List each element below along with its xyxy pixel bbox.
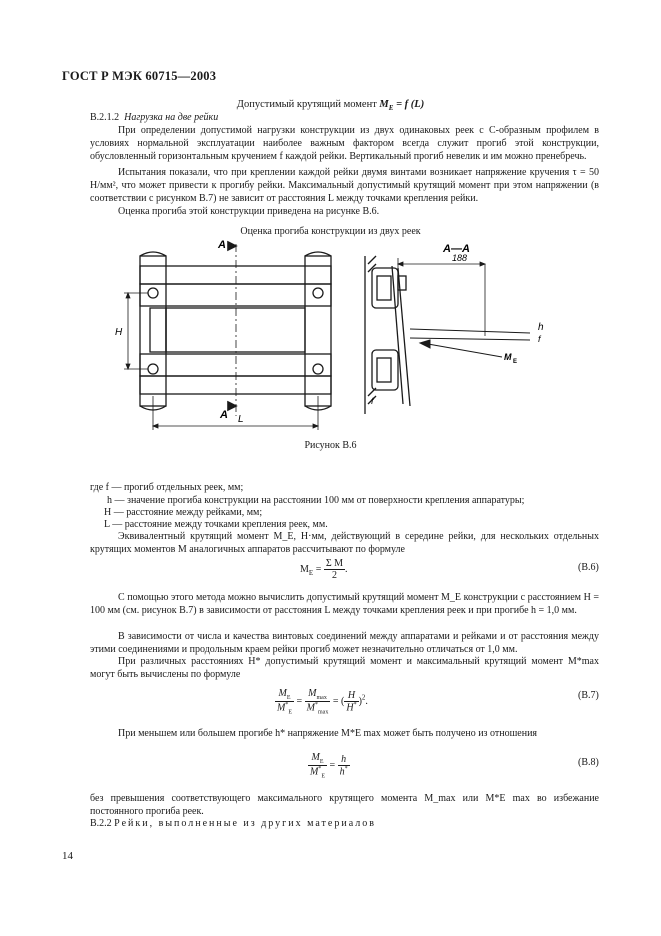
definition-h: h — значение прогиба конструкции на расстоянии 100 мм от поверхности крепления аппаратуры;	[107, 495, 525, 506]
device-body	[166, 308, 305, 352]
standard-header: ГОСТ Р МЭК 60715—2003	[62, 69, 217, 83]
equation-b7: $\frac{M_E}{M^*_E}$ = $\frac{M_{max}}{M^*_{max}}$ = ( $\frac{H}{H^*}$ )$^2$.	[277, 688, 368, 716]
paragraph-3: Оценка прогиба этой конструкции приведена на рисунке В.6.	[118, 206, 380, 217]
label-f: f	[538, 334, 541, 344]
equation-number-b7: (В.7)	[578, 690, 599, 701]
dimension-188: 188	[452, 253, 468, 263]
section-marker-bottom: A	[220, 409, 228, 421]
figure-title: Оценка прогиба конструкции из двух реек	[240, 226, 421, 237]
section-marker-top: A	[218, 239, 226, 251]
lower-horizontal-rail	[140, 354, 331, 376]
equation-b6: $M_E$ = $\frac{\text{Σ M}}{2}$ .	[300, 558, 348, 581]
section-a-a-label: A—A	[443, 243, 470, 255]
left-mounting-rail	[140, 256, 166, 406]
paragraph-1: При определении допустимой нагрузки конструкции из двух одинаковых реек с С-образным профилем в условиях нормальной эксплуатации наиболее важным фактором всегда служит прогиб этой конструкции, обусловленный горизонтальным кручением f каждой рейки. Вертикальный прогиб невелик и им можно пренебречь.	[90, 125, 599, 162]
figure-caption: Рисунок В.6	[304, 440, 357, 451]
label-moment: M	[504, 352, 512, 362]
label-h-small: h	[538, 322, 544, 333]
svg-text:f: f	[371, 396, 374, 406]
paragraph-6: В зависимости от числа и качества винтовых соединений между аппаратами и рейками и от расстояния между этими соединениями и продольным краем рейки прогиб может незначительно отличаться от 1,0 мм.	[90, 631, 599, 655]
page-number: 14	[62, 850, 73, 862]
section-heading: Допустимый крутящий момент $M_E = f$ (L)	[236, 99, 425, 113]
deflected-plate	[398, 268, 410, 406]
paragraph-8: При меньшем или большем прогибе h* напряжение M*E max может быть получено из отношения	[118, 728, 538, 739]
paragraph-4: Эквивалентный крутящий момент M_E, Н·мм, действующий в середине рейки, для нескольких отдельных крутящих моментов M аналогичных аппаратов рассчитывают по формуле	[90, 531, 599, 555]
right-mounting-rail	[305, 256, 331, 406]
upper-horizontal-rail	[140, 266, 331, 284]
lower-rail-profile	[372, 350, 398, 390]
paragraph-9: без превышения соответствующего максимального крутящего момента M_max или M*E max во избежание постоянного прогиба реек.	[90, 793, 599, 817]
equation-number-b8: (В.8)	[578, 757, 599, 768]
dimension-l: L	[238, 414, 244, 425]
equation-number-b6: (В.6)	[578, 562, 599, 573]
paragraph-7: При различных расстояниях H* допустимый крутящий момент и максимальный крутящий момент M*max могут быть вычислены по формуле	[90, 656, 599, 680]
mounting-hole	[148, 288, 158, 298]
paragraph-5: С помощью этого метода можно вычислить допустимый крутящий момент M_E конструкции с расстоянием H = 100 мм (см. рисунок В.7) в зависимости от расстояния L между точками крепления реек и при прогибе h = 1,0 мм.	[90, 592, 599, 616]
equation-b8: $\frac{M_E}{M^*_E}$ = $\frac{h}{h^*}$	[310, 752, 348, 780]
definition-h-upper: H — расстояние между рейками, мм;	[104, 507, 263, 518]
paragraph-2: Испытания показали, что при креплении каждой рейки двумя винтами возникает напряжение кручения τ = 50 Н/мм², что может привести к прогибу рейки. Максимальный допустимый крутящий момент при этом напряжении (в соответствии с рисунком В.7) не зависит от расстояния L между точками крепления рейки.	[90, 167, 599, 204]
svg-text:E: E	[513, 359, 518, 365]
figure-b6-drawing	[110, 236, 580, 436]
subsection-b22: В.2.2 Рейки, выполненные из других материалов	[90, 818, 376, 829]
definition-f: где f — прогиб отдельных реек, мм;	[90, 482, 244, 493]
subsection-b212: В.2.1.2 Нагрузка на две рейки	[90, 112, 219, 123]
definition-l: L — расстояние между точками крепления реек, мм.	[104, 519, 328, 530]
dimension-h-upper: H	[115, 327, 123, 338]
